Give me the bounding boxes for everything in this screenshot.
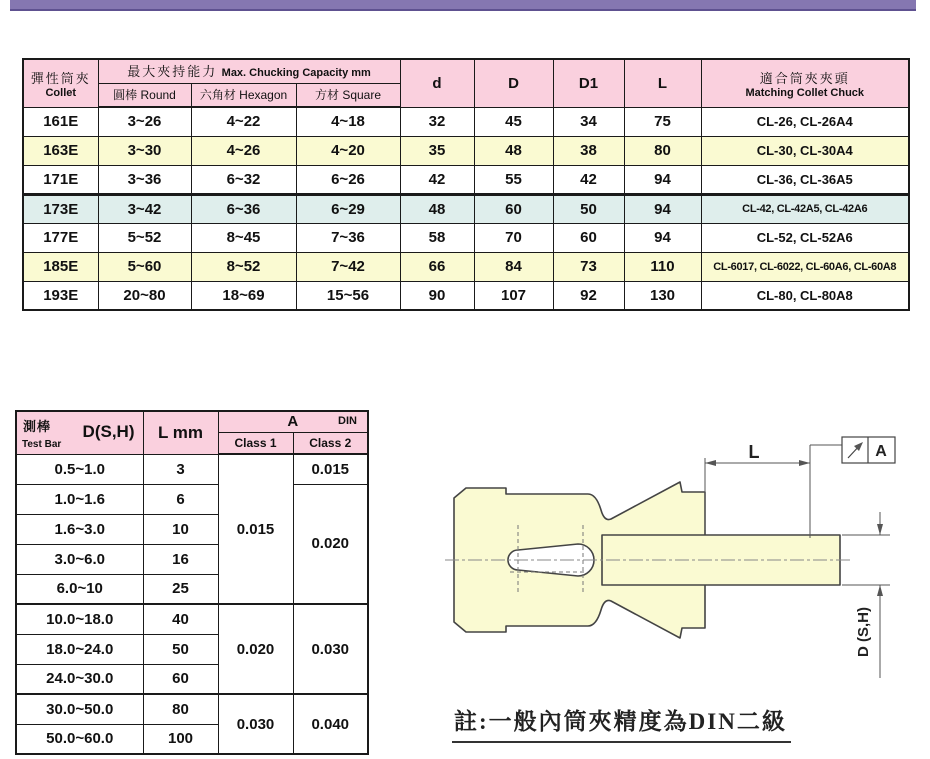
header-capacity	[98, 59, 400, 83]
cell-square: 4~20	[296, 136, 400, 165]
cell-d: 32	[400, 107, 474, 136]
table-row	[23, 165, 909, 194]
cell-model: 171E	[23, 165, 98, 194]
cell-range: 50.0~60.0	[16, 724, 143, 754]
header-dsh: D(S,H)	[82, 422, 135, 441]
datum-A-symbol	[810, 437, 895, 463]
cell-D: 70	[474, 223, 553, 252]
cell-range: 18.0~24.0	[16, 634, 143, 664]
footnote: 註:一般內筒夾精度為DIN二級	[452, 703, 791, 743]
header-matching	[701, 59, 909, 107]
cell-hexagon: 6~32	[191, 165, 296, 194]
cell-D1: 73	[553, 252, 624, 281]
header-collet	[23, 59, 98, 107]
dimension-D	[842, 512, 890, 678]
header-collet-en: Collet	[45, 86, 77, 99]
cell-hexagon: 8~52	[191, 252, 296, 281]
header-testbar-zh: 測棒	[23, 419, 52, 434]
cell-L: 130	[624, 281, 701, 310]
cell-square: 15~56	[296, 281, 400, 310]
cell-matching: CL-42, CL-42A5, CL-42A6	[701, 194, 909, 223]
cell-l: 6	[143, 484, 218, 514]
header-square: 方材 Square	[296, 83, 400, 107]
cell-D1: 92	[553, 281, 624, 310]
roughness-arrow-icon	[848, 442, 863, 458]
cell-range: 3.0~6.0	[16, 544, 143, 574]
cell-d: 90	[400, 281, 474, 310]
cell-D: 107	[474, 281, 553, 310]
cell-l: 100	[143, 724, 218, 754]
cell-l: 60	[143, 664, 218, 694]
cell-hexagon: 8~45	[191, 223, 296, 252]
cell-round: 5~52	[98, 223, 191, 252]
header-lmm: L mm	[143, 411, 218, 454]
cell-class2-tolerance: 0.030	[293, 604, 368, 694]
cell-L: 94	[624, 194, 701, 223]
cell-range: 1.6~3.0	[16, 514, 143, 544]
table-row	[23, 107, 909, 136]
cell-hexagon: 4~22	[191, 107, 296, 136]
cell-d: 42	[400, 165, 474, 194]
header-round: 圓棒 Round	[98, 83, 191, 107]
header-testbar-en: Test Bar	[22, 438, 62, 450]
cell-square: 6~29	[296, 194, 400, 223]
collet-table-body	[23, 107, 909, 310]
cell-l: 80	[143, 694, 218, 724]
cell-class1-tolerance: 0.020	[218, 604, 293, 694]
cell-round: 3~42	[98, 194, 191, 223]
dimension-L	[705, 442, 810, 538]
cell-range: 0.5~1.0	[16, 454, 143, 484]
cell-l: 3	[143, 454, 218, 484]
cell-class1-tolerance: 0.015	[218, 454, 293, 604]
cell-matching: CL-80, CL-80A8	[701, 281, 909, 310]
cell-range: 1.0~1.6	[16, 484, 143, 514]
cell-matching: CL-30, CL-30A4	[701, 136, 909, 165]
cell-D: 45	[474, 107, 553, 136]
table-row	[23, 194, 909, 223]
cell-round: 20~80	[98, 281, 191, 310]
cell-range: 30.0~50.0	[16, 694, 143, 724]
cell-range: 6.0~10	[16, 574, 143, 604]
header-d: d	[400, 59, 474, 107]
dimension-L-label: L	[748, 442, 760, 462]
cell-l: 16	[143, 544, 218, 574]
table-row	[16, 454, 368, 484]
cell-d: 66	[400, 252, 474, 281]
cell-l: 10	[143, 514, 218, 544]
table-row	[23, 252, 909, 281]
cell-matching: CL-6017, CL-6022, CL-60A6, CL-60A8	[701, 252, 909, 281]
cell-model: 163E	[23, 136, 98, 165]
header-D1: D1	[553, 59, 624, 107]
cell-hexagon: 6~36	[191, 194, 296, 223]
cell-L: 110	[624, 252, 701, 281]
cell-square: 6~26	[296, 165, 400, 194]
collet-technical-drawing	[440, 420, 910, 692]
cell-d: 35	[400, 136, 474, 165]
cell-matching: CL-52, CL-52A6	[701, 223, 909, 252]
cell-round: 5~60	[98, 252, 191, 281]
cell-class2-tolerance: 0.015	[293, 454, 368, 484]
table-row	[23, 223, 909, 252]
cell-model: 173E	[23, 194, 98, 223]
cell-round: 3~30	[98, 136, 191, 165]
header-capacity-en: Max. Chucking Capacity mm	[221, 67, 371, 80]
cell-D: 84	[474, 252, 553, 281]
cell-d: 58	[400, 223, 474, 252]
cell-D1: 42	[553, 165, 624, 194]
table-row	[16, 484, 368, 514]
header-din: DIN	[338, 415, 357, 427]
collet-spec-table	[22, 58, 910, 311]
cell-D1: 60	[553, 223, 624, 252]
cell-L: 94	[624, 165, 701, 194]
cell-D: 60	[474, 194, 553, 223]
cell-D1: 50	[553, 194, 624, 223]
table-row	[23, 281, 909, 310]
cell-model: 185E	[23, 252, 98, 281]
cell-round: 3~26	[98, 107, 191, 136]
header-L: L	[624, 59, 701, 107]
header-hexagon: 六角材 Hexagon	[191, 83, 296, 107]
cell-l: 50	[143, 634, 218, 664]
cell-L: 75	[624, 107, 701, 136]
cell-l: 25	[143, 574, 218, 604]
header-matching-en: Matching Collet Chuck	[745, 86, 865, 99]
cell-d: 48	[400, 194, 474, 223]
header-class2: Class 2	[293, 432, 368, 454]
cell-L: 94	[624, 223, 701, 252]
cell-L: 80	[624, 136, 701, 165]
cell-D1: 34	[553, 107, 624, 136]
cell-square: 4~18	[296, 107, 400, 136]
header-capacity-zh: 最大夾持能力	[127, 64, 218, 80]
cell-D: 55	[474, 165, 553, 194]
cell-matching: CL-26, CL-26A4	[701, 107, 909, 136]
table-row	[16, 694, 368, 724]
table-row	[23, 136, 909, 165]
dimension-D-label: D (S,H)	[855, 607, 872, 657]
header-class1: Class 1	[218, 432, 293, 454]
cell-l: 40	[143, 604, 218, 634]
cell-hexagon: 18~69	[191, 281, 296, 310]
header-a: A	[287, 413, 299, 431]
accent-bar	[10, 0, 916, 11]
cell-class2-tolerance: 0.040	[293, 694, 368, 754]
testbar-tolerance-table	[15, 410, 369, 755]
header-a-din	[218, 411, 368, 432]
cell-D1: 38	[553, 136, 624, 165]
cell-class2-tolerance: 0.020	[293, 484, 368, 604]
cell-D: 48	[474, 136, 553, 165]
cell-model: 193E	[23, 281, 98, 310]
cell-model: 161E	[23, 107, 98, 136]
cell-class1-tolerance: 0.030	[218, 694, 293, 754]
cell-range: 24.0~30.0	[16, 664, 143, 694]
cell-range: 10.0~18.0	[16, 604, 143, 634]
cell-round: 3~36	[98, 165, 191, 194]
cell-model: 177E	[23, 223, 98, 252]
collet-drawing-svg	[440, 420, 910, 692]
cell-square: 7~36	[296, 223, 400, 252]
header-matching-zh: 適合筒夾夾頭	[759, 70, 850, 86]
cell-square: 7~42	[296, 252, 400, 281]
header-testbar	[16, 411, 143, 454]
header-collet-zh: 彈性筒夾	[30, 70, 91, 86]
cell-matching: CL-36, CL-36A5	[701, 165, 909, 194]
datum-A-label: A	[875, 443, 887, 460]
header-D: D	[474, 59, 553, 107]
cell-hexagon: 4~26	[191, 136, 296, 165]
testbar-table-body	[16, 454, 368, 754]
table-row	[16, 604, 368, 634]
